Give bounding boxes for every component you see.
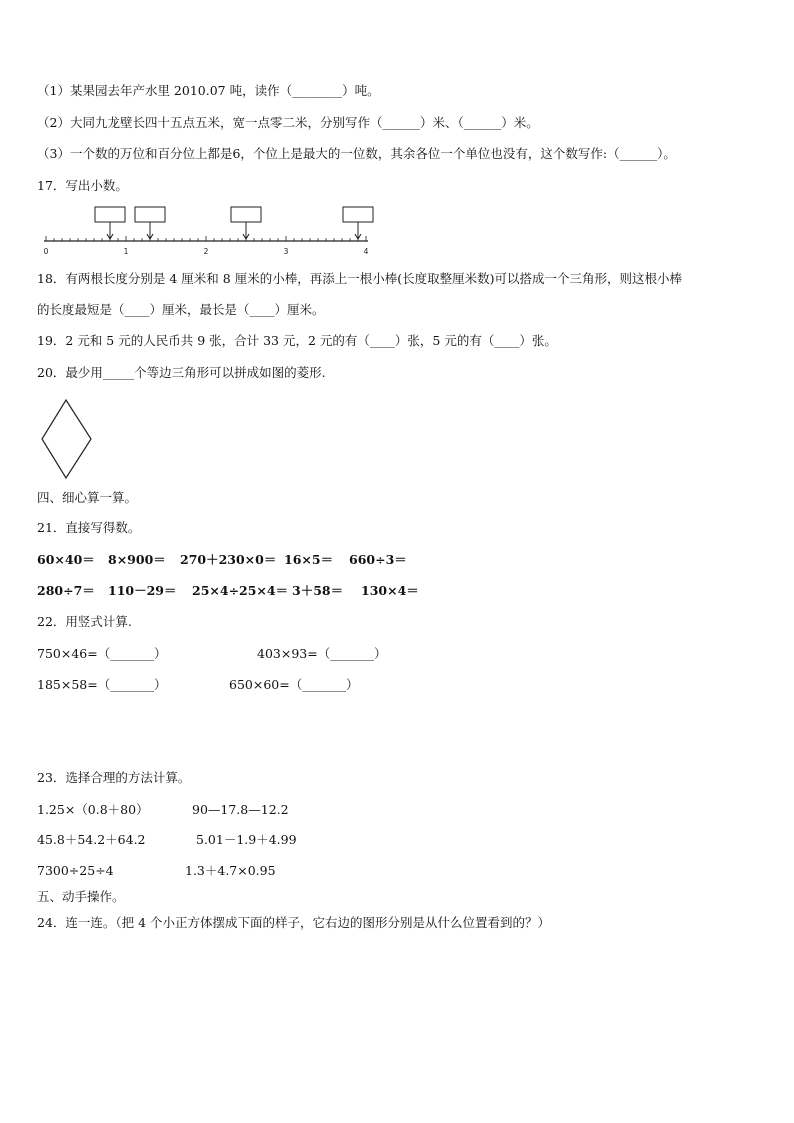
question-19: 19．2 元和 5 元的人民币共 9 张，合计 33 元，2 元的有（____）张，5 元的有（____）张。 xyxy=(37,333,557,348)
question-18-line2: 的长度最短是（____）厘米，最长是（____）厘米。 xyxy=(37,302,325,317)
number-line-tick-label: 4 xyxy=(363,247,369,256)
question-17-title: 17．写出小数。 xyxy=(37,178,128,193)
calc-item: 5.01－1.9＋4.99 xyxy=(196,832,297,847)
vertical-calc-item: 650×60=（_______） xyxy=(229,677,359,692)
calc-item: 25×4÷25×4＝ xyxy=(192,583,289,598)
calc-item: 660÷3＝ xyxy=(349,552,407,567)
question-22-title: 22．用竖式计算. xyxy=(37,614,132,629)
calc-item: 130×4＝ xyxy=(361,583,419,598)
question-18-line1: 18．有两根长度分别是 4 厘米和 8 厘米的小棒，再添上一根小棒(长度取整厘米数)可以搭成一个三角形，则这根小棒 xyxy=(37,271,682,286)
calc-item: 280÷7＝ xyxy=(37,583,95,598)
answer-box xyxy=(135,207,165,222)
number-line-tick-label: 1 xyxy=(123,247,129,256)
number-line-figure xyxy=(40,205,380,260)
calc-item: 1.25×（0.8＋80） xyxy=(37,802,149,817)
calc-item: 45.8＋54.2＋64.2 xyxy=(37,832,146,847)
answer-box xyxy=(343,207,373,222)
answer-box xyxy=(231,207,261,222)
calc-item: 90—17.8—12.2 xyxy=(192,802,289,817)
fill-item-1: （1）某果园去年产水里 2010.07 吨，读作（________）吨。 xyxy=(37,83,380,98)
number-line-tick-label: 2 xyxy=(203,247,209,256)
calc-item: 16×5＝ xyxy=(284,552,334,567)
number-line-tick-label: 0 xyxy=(43,247,49,256)
calc-item: 8×900＝ xyxy=(108,552,166,567)
fill-item-3: （3）一个数的万位和百分位上都是6，个位上是最大的一位数，其余各位一个单位也没有，这个数写作:（______）。 xyxy=(37,146,676,161)
calc-item: 270＋230×0＝ xyxy=(180,552,277,567)
question-24: 24．连一连。（把 4 个小正方体摆成下面的样子，它右边的图形分别是从什么位置看到的？） xyxy=(37,915,551,930)
calc-item: 1.3＋4.7×0.95 xyxy=(185,863,276,878)
fill-item-2: （2）大同九龙壁长四十五点五米，宽一点零二米，分别写作（______）米、（______）米。 xyxy=(37,115,539,130)
question-23-title: 23．选择合理的方法计算。 xyxy=(37,770,191,785)
vertical-calc-item: 750×46=（_______） xyxy=(37,646,167,661)
calc-item: 110－29＝ xyxy=(108,583,177,598)
section-5-title: 五、动手操作。 xyxy=(37,889,125,904)
answer-box xyxy=(95,207,125,222)
question-21-title: 21．直接写得数。 xyxy=(37,520,141,535)
question-20: 20．最少用_____个等边三角形可以拼成如图的菱形. xyxy=(37,365,326,380)
number-line-tick-label: 3 xyxy=(283,247,289,256)
section-4-title: 四、细心算一算。 xyxy=(37,490,138,505)
calc-item: 7300÷25÷4 xyxy=(37,863,114,878)
vertical-calc-item: 185×58=（_______） xyxy=(37,677,167,692)
vertical-calc-item: 403×93=（_______） xyxy=(257,646,387,661)
calc-item: 60×40＝ xyxy=(37,552,95,567)
rhombus-figure xyxy=(40,398,95,483)
calc-item: 3＋58＝ xyxy=(292,583,344,598)
